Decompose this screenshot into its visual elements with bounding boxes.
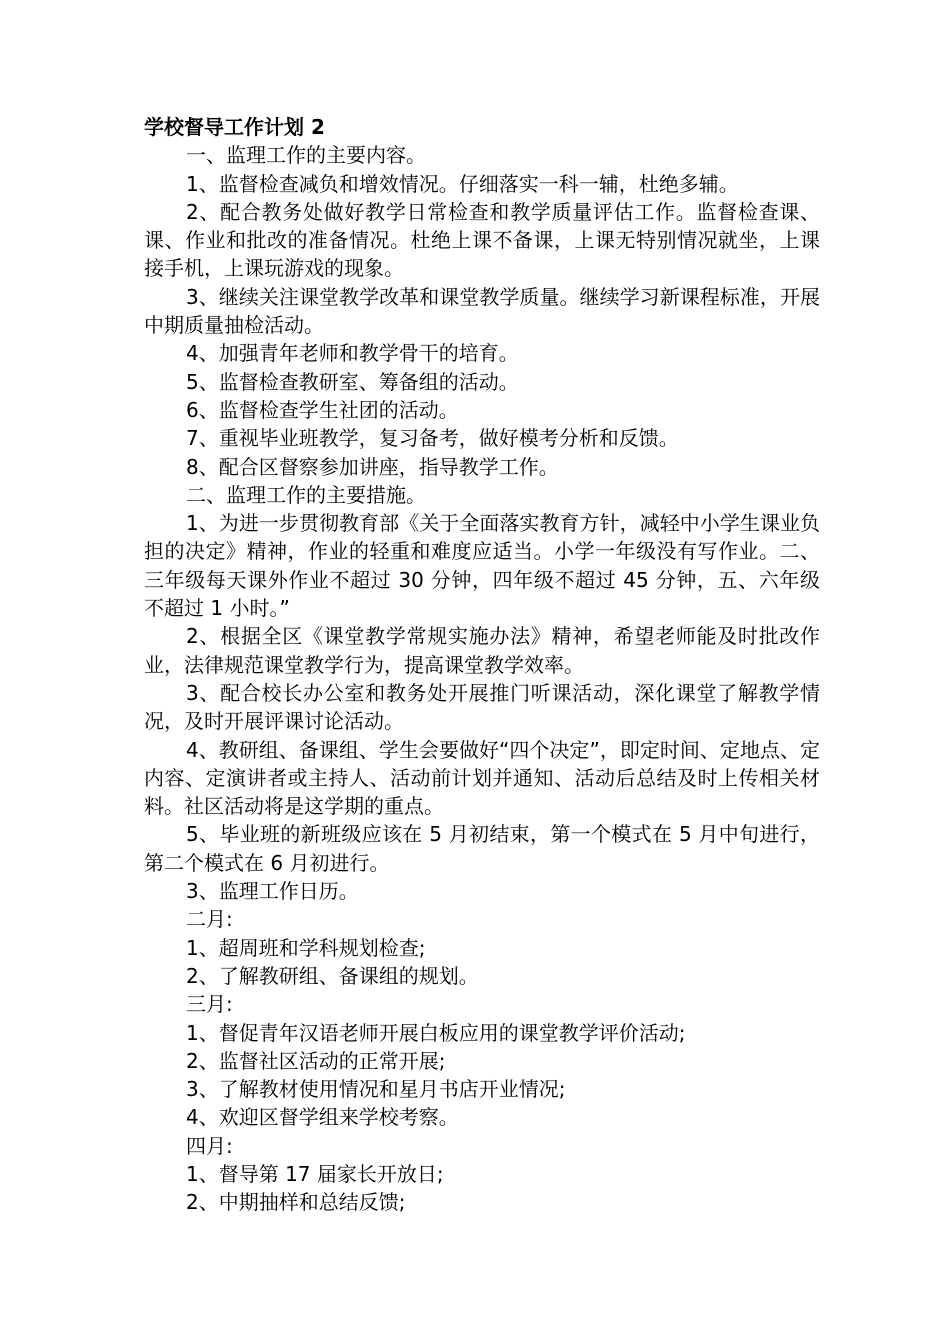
paragraph: 1、监督检查减负和增效情况。仔细落实一科一辅，杜绝多辅。 [186,171,739,196]
paragraph: 2、了解教研组、备课组的规划。 [186,963,479,988]
paragraph: 1、督导第 17 届家长开放日; [186,1161,444,1186]
paragraph: 2、根据全区《课堂教学常规实施办法》精神，希望老师能及时批改作业，法律规范课堂教学行为，提高课堂教学效率。 [144,624,820,677]
paragraph: 二、监理工作的主要措施。 [186,482,426,507]
paragraph: 2、中期抽样和总结反馈; [186,1190,406,1215]
paragraph: 1、超周班和学科规划检查; [186,935,426,960]
paragraph: 二月: [186,907,233,932]
paragraph: 三月: [186,992,233,1017]
paragraph: 2、监督社区活动的正常开展; [186,1048,446,1073]
paragraph: 5、监督检查教研室、筹备组的活动。 [186,369,519,394]
paragraph: 3、配合校长办公室和教务处开展推门听课活动，深化课堂了解教学情况，及时开展评课讨论活动。 [144,680,820,734]
paragraph: 4、教研组、备课组、学生会要做好“四个决定”，即定时间、定地点、定内容、定演讲者或主持人、活动前计划并通知、活动后总结及时上传相关材料。社区活动将是这学期的重点。 [144,737,820,819]
paragraph: 5、毕业班的新班级应该在 5 月初结束，第一个模式在 5 月中旬进行，第二个模式在 6 月初进行。 [144,822,820,875]
paragraph: 3、了解教材使用情况和星月书店开业情况; [186,1077,566,1102]
paragraph: 1、为进一步贯彻教育部《关于全面落实教育方针，减轻中小学生课业负担的决定》精神，作业的轻重和难度应适当。小学一年级没有写作业。二、三年级每天课外作业不超过 30 分钟，四年级不超过 45 分钟，五、六年级不超过 1 小时。” [144,511,820,621]
paragraph: 1、督促青年汉语老师开展白板应用的课堂教学评价活动; [186,1020,686,1045]
paragraph: 8、配合区督察参加讲座，指导教学工作。 [186,454,559,479]
paragraph: 3、监理工作日历。 [186,879,359,904]
paragraph: 4、加强青年老师和教学骨干的培育。 [186,341,519,366]
paragraph: 6、监督检查学生社团的活动。 [186,397,459,422]
paragraph: 7、重视毕业班教学，复习备考，做好模考分析和反馈。 [186,426,679,451]
document-title: 学校督导工作计划 2 [144,115,325,139]
paragraph: 四月: [186,1133,233,1158]
paragraph: 4、欢迎区督学组来学校考察。 [186,1105,459,1130]
paragraph: 3、继续关注课堂教学改革和课堂教学质量。继续学习新课程标准，开展中期质量抽检活动。 [144,284,820,338]
paragraph: 一、监理工作的主要内容。 [186,143,426,168]
document-page [144,113,820,1217]
paragraph: 2、配合教务处做好教学日常检查和教学质量评估工作。监督检查课、课、作业和批改的准备情况。杜绝上课不备课，上课无特别情况就坐，上课接手机，上课玩游戏的现象。 [144,199,820,281]
